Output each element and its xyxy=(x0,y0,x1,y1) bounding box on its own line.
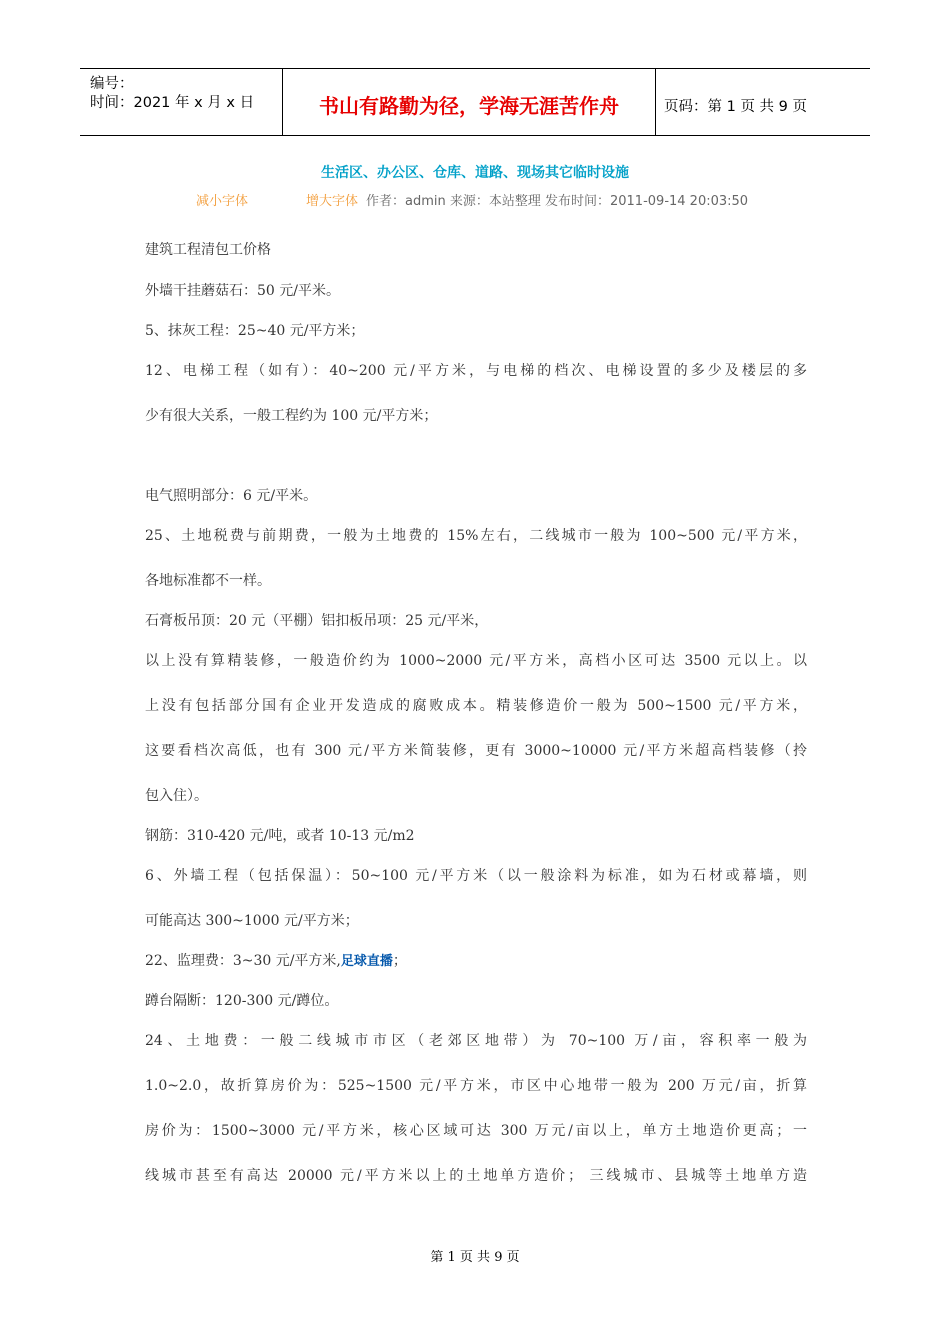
football-live-link[interactable]: 足球直播 xyxy=(340,954,393,969)
body-line: 各地标准都不一样。 xyxy=(145,573,271,589)
body-line: 可能高达 300~1000 元/平方米； xyxy=(145,913,359,929)
header-right-cell xyxy=(654,69,870,135)
decrease-font-link[interactable]: 减小字体 xyxy=(196,194,249,209)
document-number-label: 编号： xyxy=(90,76,134,92)
body-line: 5、抹灰工程：25~40 元/平方米； xyxy=(145,323,365,339)
article-meta: 作者：admin 来源：本站整理 发布时间：2011-09-14 20:03:50 xyxy=(366,194,749,209)
body-line: 包入住）。 xyxy=(145,788,208,804)
body-line: 12、电梯工程（如有）：40~200 元/平方米，与电梯的档次、电梯设置的多少及楼层的多 xyxy=(145,363,807,379)
body-line: 上没有包括部分国有企业开发造成的腐败成本。精装修造价一般为 500~1500 元/平方米， xyxy=(145,698,807,714)
header-page-info: 页码：第 1 页 共 9 页 xyxy=(664,99,807,115)
body-line: 建筑工程清包工价格 xyxy=(145,242,271,258)
body-line: 钢筋：310-420 元/吨，或者 10-13 元/m2 xyxy=(145,828,415,844)
body-line: 少有很大关系，一般工程约为 100 元/平方米； xyxy=(145,408,438,424)
header-table xyxy=(80,68,870,136)
document-time-label: 时间：2021 年 x 月 x 日 xyxy=(90,95,255,111)
body-line: 1.0~2.0，故折算房价为：525~1500 元/平方米，市区中心地带一般为 200 万元/亩，折算 xyxy=(145,1078,807,1094)
motto-text: 书山有路勤为径，学海无涯苦作舟 xyxy=(319,94,619,118)
body-line: 外墙干挂蘑菇石：50 元/平米。 xyxy=(145,283,340,299)
body-line: 蹲台隔断：120-300 元/蹲位。 xyxy=(145,993,339,1009)
header-middle-cell xyxy=(282,69,656,135)
body-line: 这要看档次高低，也有 300 元/平方米简装修，更有 3000~10000 元/平方米超高档装修（拎 xyxy=(145,743,807,759)
body-line: 24、土地费：一般二线城市市区（老郊区地带）为 70~100 万/亩，容积率一般为 xyxy=(145,1033,807,1049)
header-left-cell xyxy=(80,69,282,135)
body-line-text: 22、监理费：3~30 元/平方米, xyxy=(145,953,341,969)
body-line: 电气照明部分：6 元/平米。 xyxy=(145,488,318,504)
body-line: 房价为：1500~3000 元/平方米，核心区域可达 300 万元/亩以上，单方土地造价更高；一 xyxy=(145,1123,807,1139)
body-line: 石膏板吊顶：20 元（平棚）铝扣板吊项：25 元/平米， xyxy=(145,613,489,629)
body-line: 线城市甚至有高达 20000 元/平方米以上的土地单方造价； 三线城市、县城等土地单方造 xyxy=(145,1168,807,1184)
body-line: 25、土地税费与前期费，一般为土地费的 15%左右，二线城市一般为 100~500 元/平方米， xyxy=(145,528,807,544)
body-line: 6、外墙工程（包括保温）：50~100 元/平方米（以一般涂料为标准，如为石材或幕墙，则 xyxy=(145,868,807,884)
footer-page-number: 第 1 页 共 9 页 xyxy=(430,1250,520,1265)
increase-font-link[interactable]: 增大字体 xyxy=(306,194,359,209)
article-title: 生活区、办公区、仓库、道路、现场其它临时设施 xyxy=(321,165,629,181)
body-line xyxy=(145,951,407,972)
body-line: 以上没有算精装修，一般造价约为 1000~2000 元/平方米，高档小区可达 3500 元以上。以 xyxy=(145,653,807,669)
body-line-text: ； xyxy=(392,953,407,969)
